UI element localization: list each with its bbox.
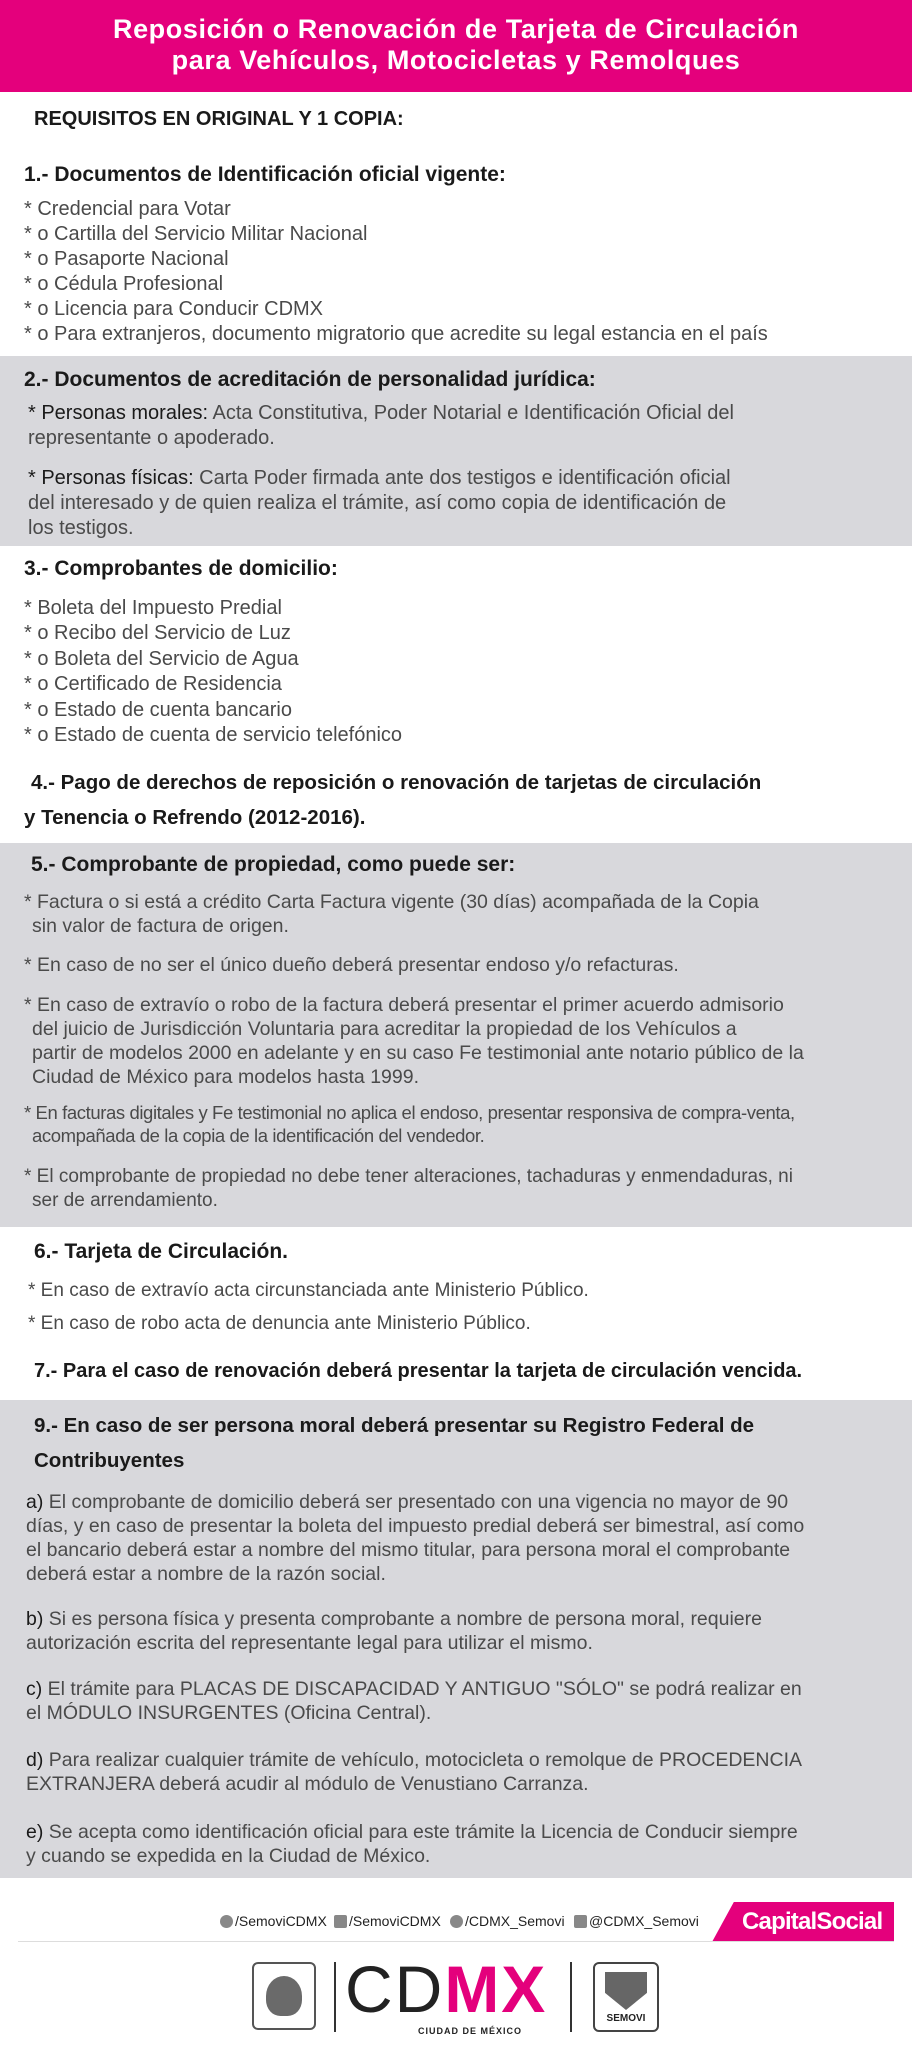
paragraph-line: y cuando se expedida en la Ciudad de México.: [26, 1845, 431, 1867]
note-b: [26, 1607, 762, 1655]
social-handle: /SemoviCDMX: [235, 1913, 327, 1929]
social-pinterest[interactable]: [220, 1913, 327, 1929]
social-handle: @CDMX_Semovi: [589, 1913, 699, 1929]
capital-social-text: CapitalSocial: [742, 1908, 883, 1935]
list-item: * o Cédula Profesional: [24, 273, 224, 295]
paragraph-line: Carta Poder firmada ante dos testigos e identificación oficial: [193, 467, 731, 489]
personas-fisicas-label: * Personas físicas:: [28, 467, 194, 489]
twitter-icon: [450, 1915, 463, 1928]
list-item: * o Estado de cuenta bancario: [24, 699, 292, 721]
propiedad-paragraph-2: [24, 953, 679, 977]
page-title-line1: Reposición o Renovación de Tarjeta de Circulación: [112, 14, 800, 44]
personas-morales-paragraph: [28, 401, 734, 451]
paragraph-line: * El comprobante de propiedad no debe tener alteraciones, tachaduras y enmendaduras, ni: [24, 1166, 793, 1187]
propiedad-paragraph-1: [24, 890, 759, 938]
paragraph-line: * Factura o si está a crédito Carta Factura vigente (30 días) acompañada de la Copia: [24, 891, 759, 913]
paragraph-line: acompañada de la copia de la identificación del vendedor.: [32, 1125, 485, 1146]
paragraph-line: Ciudad de México para modelos hasta 1999.: [32, 1066, 419, 1088]
list-item: * o Cartilla del Servicio Militar Nacional: [24, 223, 368, 245]
paragraph-line: El trámite para PLACAS DE DISCAPACIDAD Y ANTIGUO "SÓLO" se podrá realizar en: [42, 1678, 802, 1700]
paragraph-line: el MÓDULO INSURGENTES (Oficina Central).: [26, 1702, 432, 1724]
paragraph-line: Si es persona física y presenta comprobante a nombre de persona moral, requiere: [43, 1608, 762, 1630]
social-twitter[interactable]: [450, 1913, 565, 1929]
personas-fisicas-paragraph: [28, 466, 731, 541]
page-title-line2: para Vehículos, Motocicletas y Remolques: [171, 45, 741, 75]
paragraph-line: Se acepta como identificación oficial para este trámite la Licencia de Conducir siempre: [43, 1821, 798, 1843]
list-item: * o Pasaporte Nacional: [24, 248, 229, 270]
paragraph-line: autorización escrita del representante legal para utilizar el mismo.: [26, 1632, 593, 1654]
list-item: * Credencial para Votar: [24, 198, 231, 220]
list-item: * En caso de robo acta de denuncia ante Ministerio Público.: [28, 1313, 531, 1334]
section-5-title: 5.- Comprobante de propiedad, como puede ser:: [31, 853, 516, 876]
social-youtube[interactable]: [334, 1913, 441, 1929]
pinterest-icon: [220, 1915, 233, 1928]
note-e: [26, 1820, 798, 1868]
note-label: d): [26, 1749, 44, 1771]
propiedad-paragraph-4: [24, 1101, 795, 1147]
personas-morales-label: * Personas morales:: [28, 402, 209, 424]
social-facebook[interactable]: [574, 1913, 699, 1929]
section-9-title-line2: Contribuyentes: [34, 1449, 185, 1472]
social-handle: /SemoviCDMX: [349, 1913, 441, 1929]
social-handle: /CDMX_Semovi: [465, 1913, 565, 1929]
paragraph-line: * En facturas digitales y Fe testimonial no aplica el endoso, presentar responsiva de compra-venta,: [24, 1102, 795, 1123]
logo-divider: [334, 1962, 336, 2032]
paragraph-line: del juicio de Jurisdicción Voluntaria para acreditar la propiedad de los Vehículos a: [32, 1018, 737, 1040]
list-item: * En caso de extravío acta circunstanciada ante Ministerio Público.: [28, 1280, 589, 1301]
paragraph-line: del interesado y de quien realiza el trámite, así como copia de identificación de: [28, 492, 727, 514]
paragraph-line: los testigos.: [28, 517, 134, 539]
section-6-title: 6.- Tarjeta de Circulación.: [34, 1240, 289, 1263]
list-item: * o Para extranjeros, documento migratorio que acredite su legal estancia en el país: [24, 323, 768, 345]
paragraph-line: * En caso de extravío o robo de la factura deberá presentar el primer acuerdo admisorio: [24, 994, 784, 1016]
section-1-title: 1.- Documentos de Identificación oficial vigente:: [24, 163, 506, 186]
note-label: e): [26, 1821, 44, 1843]
section-2-title: 2.- Documentos de acreditación de personalidad jurídica:: [24, 368, 596, 391]
cdmx-logo-mx: MX: [444, 1952, 548, 2026]
section-4-title-line1: 4.- Pago de derechos de reposición o renovación de tarjetas de circulación: [31, 771, 762, 794]
section-7-title: 7.- Para el caso de renovación deberá presentar la tarjeta de circulación vencida.: [34, 1360, 803, 1382]
page-header: [0, 0, 912, 92]
facebook-icon: [574, 1915, 587, 1928]
paragraph-line: * En caso de no ser el único dueño deberá presentar endoso y/o refacturas.: [24, 954, 679, 976]
paragraph-line: sin valor de factura de origen.: [32, 915, 289, 937]
list-item: * o Boleta del Servicio de Agua: [24, 648, 299, 670]
paragraph-line: ser de arrendamiento.: [32, 1190, 218, 1211]
cdmx-logo-cd: CD: [345, 1952, 445, 2026]
semovi-logo: [593, 1962, 659, 2032]
list-item: * o Recibo del Servicio de Luz: [24, 622, 291, 644]
government-seal-logo: [252, 1962, 316, 2030]
paragraph-line: deberá estar a nombre de la razón social.: [26, 1563, 386, 1585]
note-label: b): [26, 1608, 44, 1630]
capital-social-logo: [712, 1902, 894, 1942]
list-item: * o Estado de cuenta de servicio telefónico: [24, 724, 403, 746]
paragraph-line: Acta Constitutiva, Poder Notarial e Identificación Oficial del: [208, 402, 734, 424]
paragraph-line: partir de modelos 2000 en adelante y en su caso Fe testimonial ante notario público de la: [32, 1042, 804, 1064]
section-3-title: 3.- Comprobantes de domicilio:: [24, 557, 338, 580]
note-d: [26, 1748, 802, 1796]
note-label: c): [26, 1678, 43, 1700]
section-4-title-line2: y Tenencia o Refrendo (2012-2016).: [24, 806, 366, 829]
list-item: * o Licencia para Conducir CDMX: [24, 298, 324, 320]
requisitos-heading: REQUISITOS EN ORIGINAL Y 1 COPIA:: [34, 108, 404, 130]
logo-divider: [570, 1962, 572, 2032]
semovi-logo-text: SEMOVI: [606, 2013, 646, 2024]
propiedad-paragraph-5: [24, 1165, 793, 1213]
note-c: [26, 1677, 802, 1725]
shield-icon: [605, 1972, 647, 2010]
section-9-title-line1: 9.- En caso de ser persona moral deberá presentar su Registro Federal de: [34, 1414, 755, 1437]
paragraph-line: Para realizar cualquier trámite de vehículo, motocicleta o remolque de PROCEDENCIA: [43, 1749, 803, 1771]
cdmx-logo-subtitle: CIUDAD DE MÉXICO: [418, 2026, 523, 2036]
note-label: a): [26, 1491, 44, 1513]
paragraph-line: días, y en caso de presentar la boleta del impuesto predial deberá ser bimestral, así como: [26, 1515, 805, 1537]
paragraph-line: representante o apoderado.: [28, 427, 275, 449]
paragraph-line: el bancario deberá estar a nombre del mismo titular, para persona moral el comprobante: [26, 1539, 791, 1561]
cdmx-logo: [345, 1954, 547, 2024]
propiedad-paragraph-3: [24, 993, 804, 1089]
paragraph-line: EXTRANJERA deberá acudir al módulo de Venustiano Carranza.: [26, 1773, 589, 1795]
eagle-icon: [266, 1976, 302, 2016]
footer-divider: [18, 1941, 894, 1942]
list-item: * Boleta del Impuesto Predial: [24, 597, 282, 619]
list-item: * o Certificado de Residencia: [24, 673, 282, 695]
paragraph-line: El comprobante de domicilio deberá ser presentado con una vigencia no mayor de 90: [43, 1491, 789, 1513]
note-a: [26, 1490, 804, 1586]
youtube-icon: [334, 1915, 347, 1928]
